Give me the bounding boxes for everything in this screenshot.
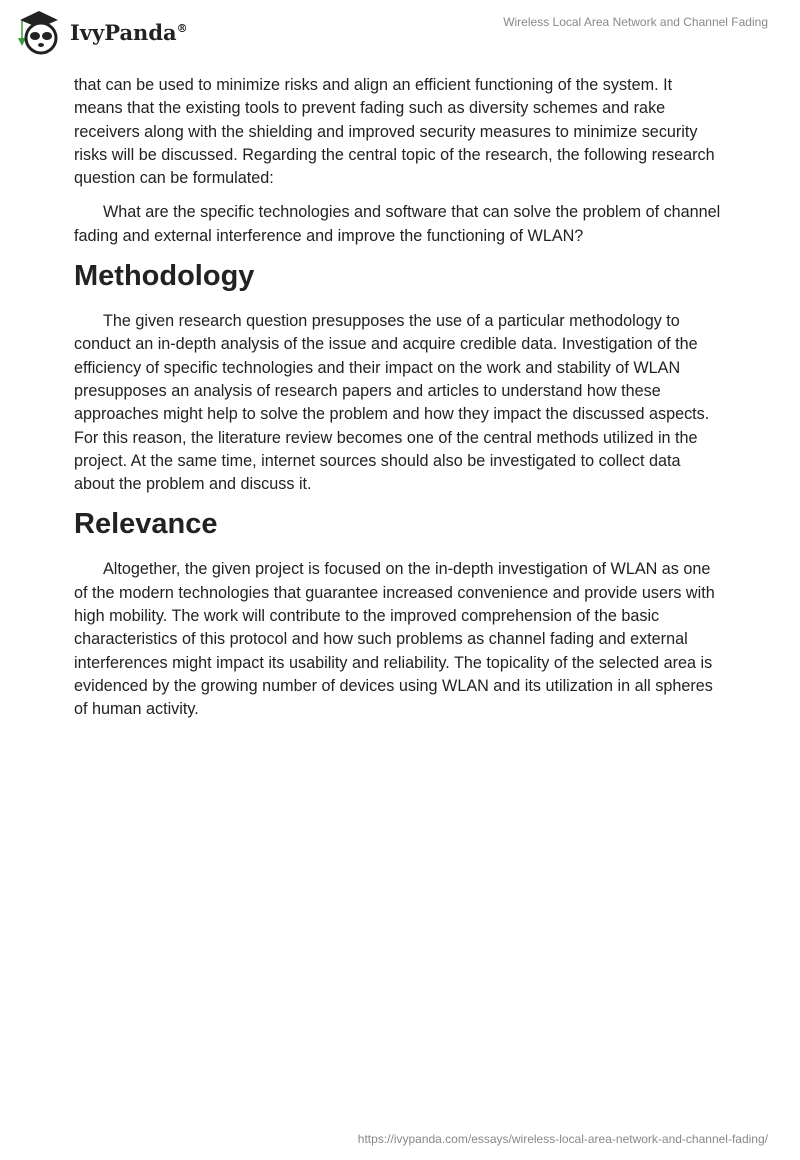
logo-text: IvyPanda® [70, 19, 188, 45]
paragraph: The given research question presupposes the use of a particular methodology to conduct an in-depth analysis of the issue and acquire credible data. Investigation of the efficiency of specific technologies and their impact on the work and stability of WLAN presupposes an analysis of research papers and articles to understand how these approaches might help to solve the problem and how they impact the discussed aspects. For this reason, the literature review becomes one of the central methods utilized in the project. At the same time, internet sources should also be investigated to collect data about the problem and discuss it. [74, 312, 710, 494]
paragraph: that can be used to minimize risks and align an efficient functioning of the system. It means that the existing tools to prevent fading such as diversity schemes and rake receivers along with the shielding and improved security measures to minimize security risks will be discussed. Regarding the central topic of the research, the following research question can be formulated: [74, 76, 715, 188]
document-title: Wireless Local Area Network and Channel Fading [503, 15, 768, 29]
heading-relevance: Relevance [74, 508, 218, 541]
paragraph: Altogether, the given project is focused on the in-depth investigation of WLAN as one of the modern technologies that guarantee increased convenience and provide users with high mobility. The work will contribute to the improved comprehension of the basic characteristics of this protocol and how such problems as channel fading and external interferences might impact its usability and reliability. The topicality of the selected area is evidenced by the growing number of devices using WLAN and its utilization in all spheres of human activity. [74, 560, 715, 719]
heading-methodology: Methodology [74, 260, 255, 293]
research-question: What are the specific technologies and software that can solve the problem of channel fading and external interference and improve the functioning of WLAN? [74, 203, 721, 245]
panda-logo-icon [14, 8, 64, 56]
footer-url[interactable]: https://ivypanda.com/essays/wireless-local-area-network-and-channel-fading/ [357, 1132, 768, 1146]
essay-body [74, 74, 724, 733]
logo[interactable] [14, 8, 188, 56]
